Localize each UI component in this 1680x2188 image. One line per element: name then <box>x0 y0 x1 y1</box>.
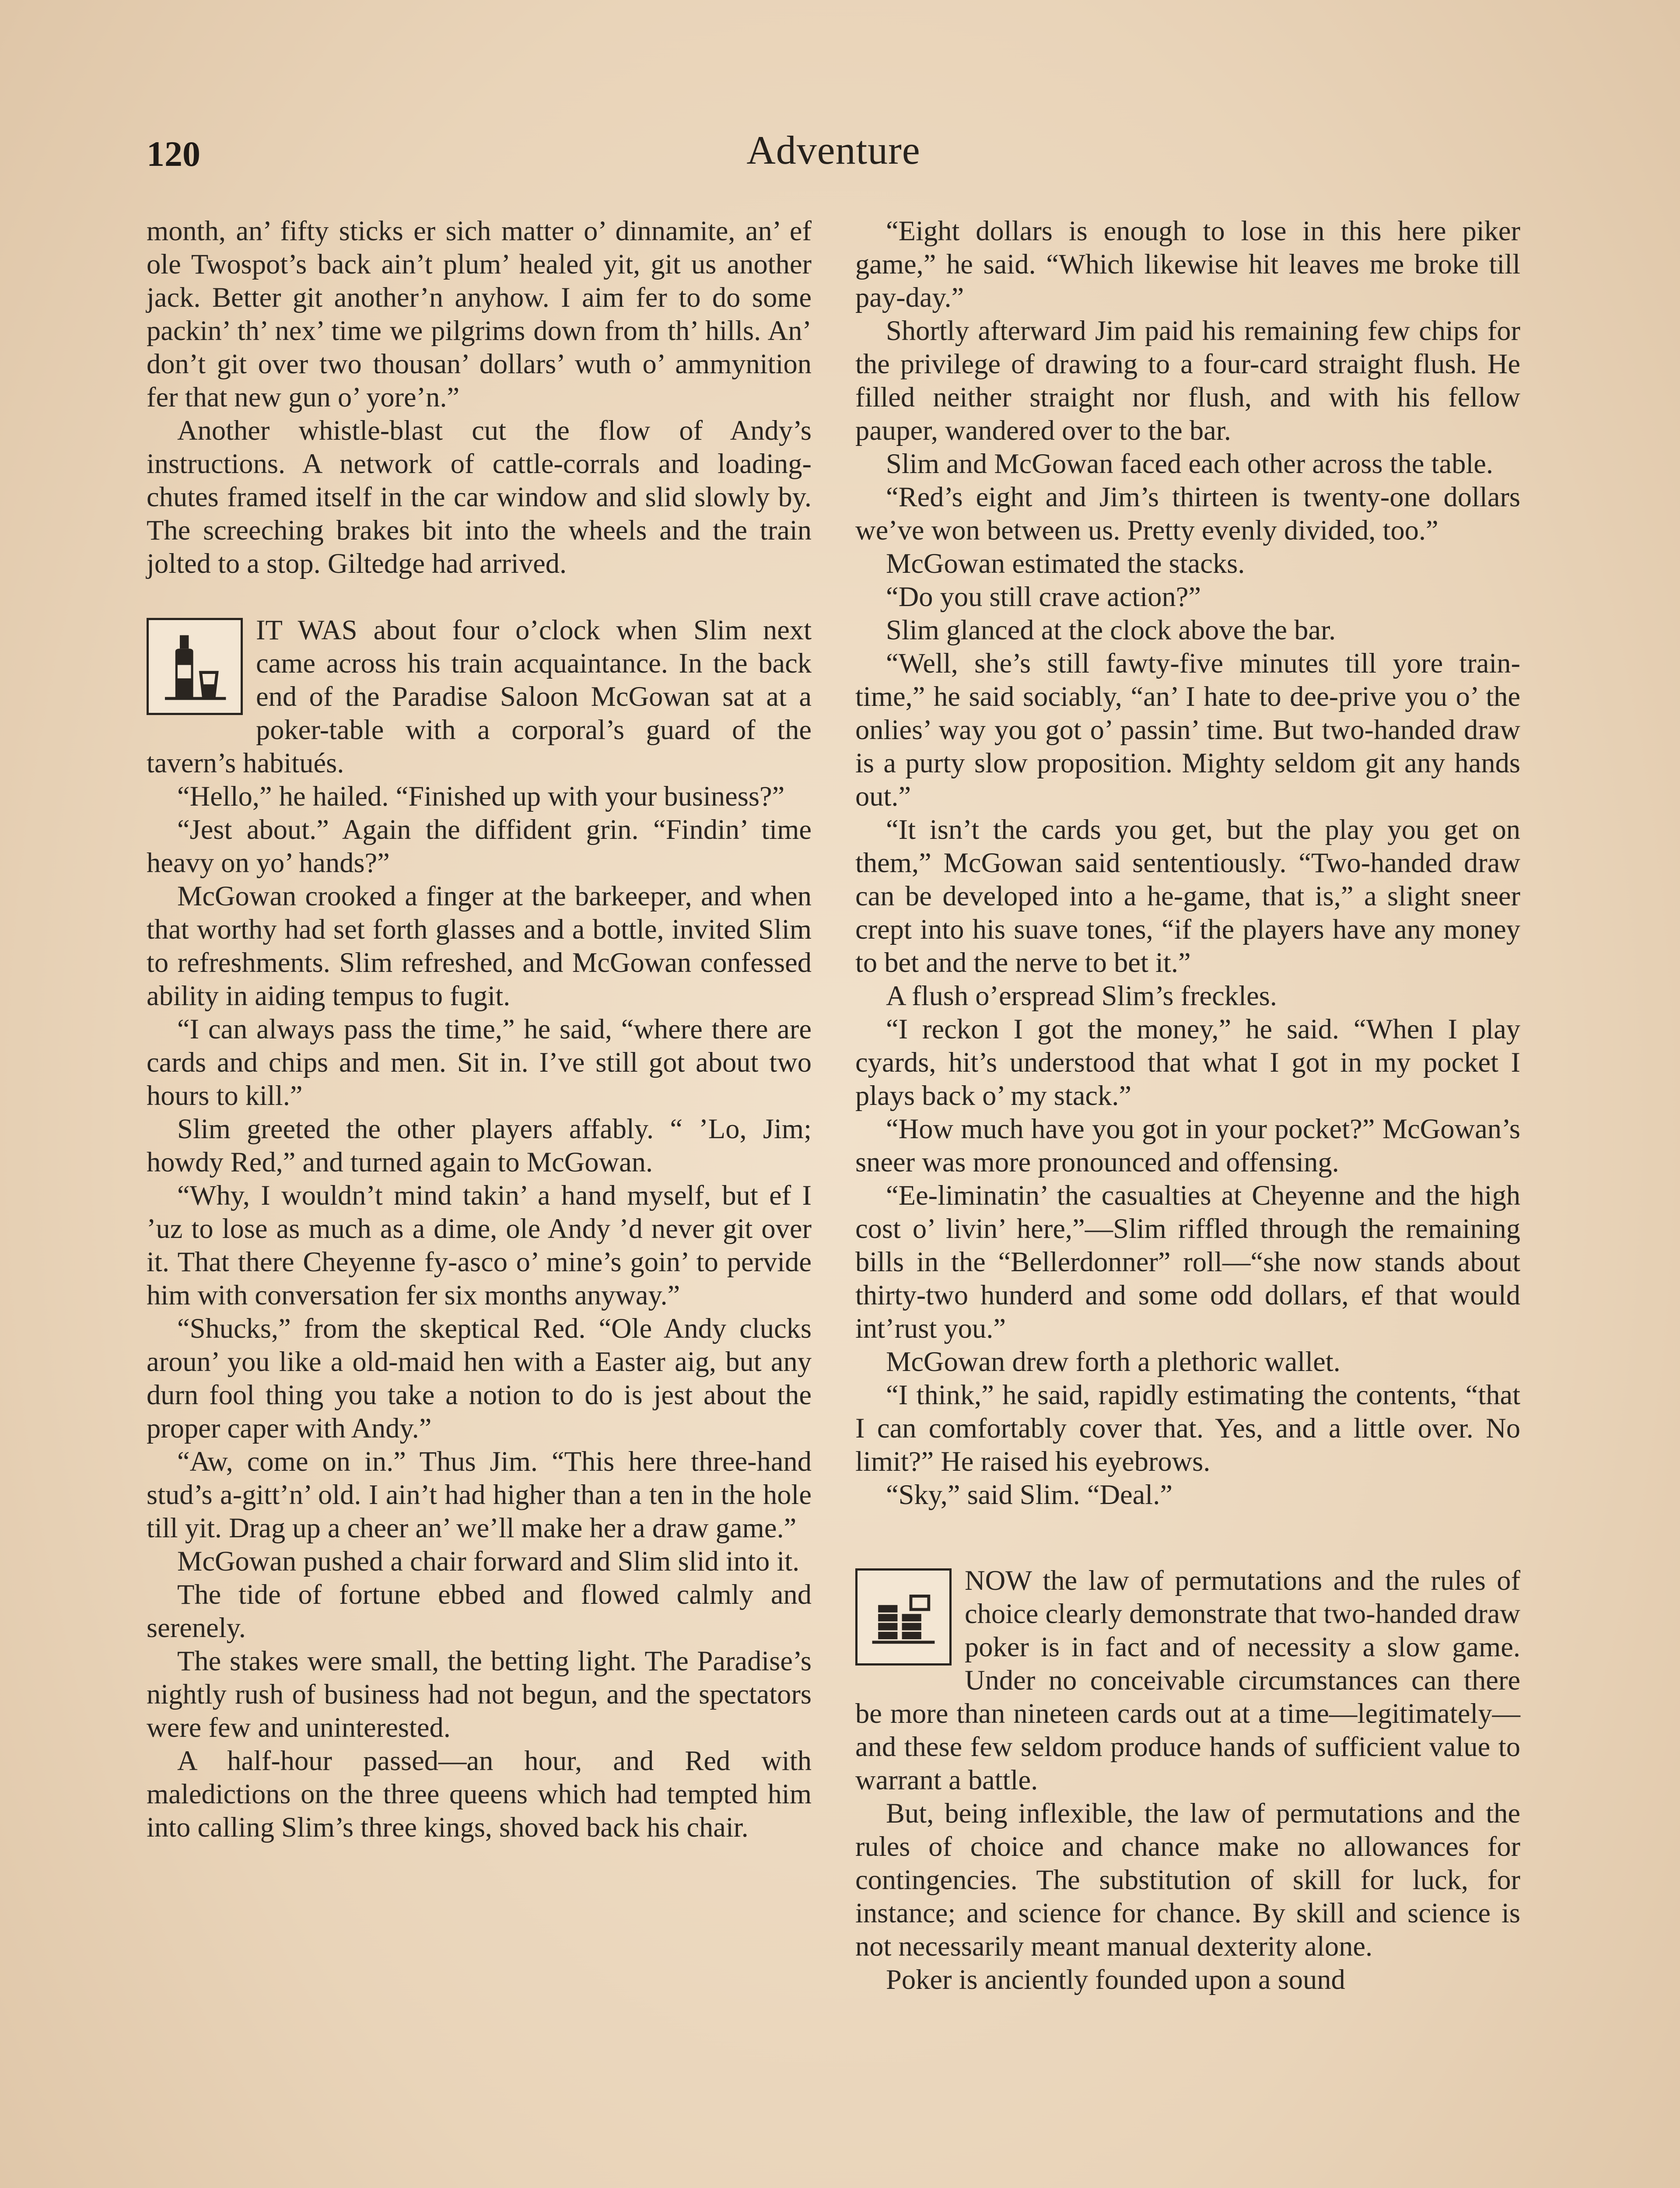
paragraph: The tide of fortune ebbed and flowed calmly and serenely. <box>147 1579 812 1643</box>
paragraph: “Well, she’s still fawty-five minutes till yore train-time,” he said sociably, “an’ I hate to dee-prive you o’ the onlies’ way you got o’ passin’ time. But two-handed draw is a purty slow proposition. Mighty seldom git any hands out.” <box>855 648 1520 812</box>
paragraph: “Aw, come on in.” Thus Jim. “This here three-hand stud’s a-gitt’n’ old. I ain’t had higher than a ten in the hole till yit. Drag up a cheer an’ we’ll make her a draw game.” <box>147 1446 812 1543</box>
paragraph: “I think,” he said, rapidly estimating the contents, “that I can comfortably cover that. Yes, and a little over. No limit?” He raised his eyebrows. <box>855 1379 1520 1477</box>
poker-chips-icon <box>855 1568 952 1666</box>
paragraph: Shortly afterward Jim paid his remaining few chips for the privilege of drawing to a four-card straight flush. He filled neither straight nor flush, and with his fellow pauper, wandered over to the bar. <box>855 315 1520 446</box>
paragraph: McGowan crooked a finger at the barkeeper, and when that worthy had set forth glasses and a bottle, invited Slim to refreshments. Slim refreshed, and McGowan confessed ability in aiding tempus to fugit. <box>147 880 812 1011</box>
paragraph: “Shucks,” from the skeptical Red. “Ole Andy clucks aroun’ you like a old-maid hen with a Easter aig, but any durn fool thing you take a notion to do is jest about the proper caper with Andy.” <box>147 1313 812 1444</box>
paragraph: “It isn’t the cards you get, but the play you get on them,” McGowan said sententiously. “Two-handed draw can be developed into a he-game, that is,” a slight sneer crept into his suave tones, “if the players have any money to bet and the nerve to bet it.” <box>855 814 1520 978</box>
page-number: 120 <box>147 134 200 174</box>
paragraph: “Sky,” said Slim. “Deal.” <box>886 1479 1172 1510</box>
paragraph: IT WAS about four o’clock when Slim next came across his train acquaintance. In the back end of the Paradise Saloon McGowan sat at a poker-table with a corporal’s guard of the tavern’s habitués. <box>147 614 812 778</box>
paragraph: “Hello,” he hailed. “Finished up with your business?” <box>177 781 785 812</box>
section-break <box>855 1564 1520 1797</box>
paragraph: The stakes were small, the betting light. The Paradise’s nightly rush of business had not begun, and the spectators were few and uninterested. <box>147 1645 812 1743</box>
paragraph: Another whistle-blast cut the flow of Andy’s instructions. A network of cattle-corrals and loading-chutes framed itself in the car window and slid slowly by. The screeching brakes bit into the wheels and the train jolted to a stop. Giltedge had arrived. <box>147 415 812 579</box>
paragraph: McGowan estimated the stacks. <box>886 548 1245 579</box>
paragraph: “Jest about.” Again the diffident grin. “Findin’ time heavy on yo’ hands?” <box>147 814 812 878</box>
paragraph: “Why, I wouldn’t mind takin’ a hand myself, but ef I ’uz to lose as much as a dime, ole Andy ’d never git over it. That there Cheyenne fy-asco o’ mine’s goin’ to pervide him with conversation fer six months anyway.” <box>147 1180 812 1311</box>
paragraph: “I reckon I got the money,” he said. “When I play cyards, hit’s understood that what I got in my pocket I plays back o’ my stack.” <box>855 1013 1520 1111</box>
right-column <box>855 214 1520 1996</box>
paragraph: “Do you still crave action?” <box>886 581 1201 612</box>
page-header <box>147 127 1520 193</box>
paragraph: Poker is anciently founded upon a sound <box>886 1964 1345 1995</box>
paragraph: Slim and McGowan faced each other across the table. <box>886 448 1494 479</box>
paragraph: Slim glanced at the clock above the bar. <box>886 614 1336 645</box>
paragraph: month, an’ fifty sticks er sich matter o’ dinnamite, an’ ef ole Twospot’s back ain’t plum’ healed yit, git us another jack. Better git another’n anyhow. I aim fer to do some packin’ th’ nex’ time we pilgrims down from th’ hills. An’ don’t git over two thousan’ dollars’ wuth o’ ammynition fer that new gun o’ yore’n.” <box>147 215 812 413</box>
paragraph: NOW the law of permutations and the rules of choice clearly demonstrate that two-handed draw poker is in fact and of necessity a slow game. Under no conceivable circumstances can there be more than nineteen cards out at a time—legitimately—and these few seldom produce hands of sufficient value to warrant a battle. <box>855 1565 1520 1795</box>
paragraph: “Eight dollars is enough to lose in this here piker game,” he said. “Which likewise hit leaves me broke till pay-day.” <box>855 215 1520 313</box>
section-break <box>147 614 812 780</box>
paragraph: “I can always pass the time,” he said, “where there are cards and chips and men. Sit in. I’ve still got about two hours to kill.” <box>147 1013 812 1111</box>
paragraph: A half-hour passed—an hour, and Red with maledictions on the three queens which had tempted him into calling Slim’s three kings, shoved back his chair. <box>147 1745 812 1843</box>
left-column <box>147 214 812 1844</box>
paragraph: “How much have you got in your pocket?” McGowan’s sneer was more pronounced and offensing. <box>855 1113 1520 1178</box>
paragraph: McGowan drew forth a plethoric wallet. <box>886 1346 1340 1377</box>
paragraph: “Ee-liminatin’ the casualties at Cheyenne and the high cost o’ livin’ here,”—Slim riffled through the remaining bills in the “Bellerdonner” roll—“she now stands about thirty-two hunderd and some odd dollars, ef that would int’rust you.” <box>855 1180 1520 1344</box>
paragraph: “Red’s eight and Jim’s thirteen is twenty-one dollars we’ve won between us. Pretty evenly divided, too.” <box>855 481 1520 546</box>
paragraph: Slim greeted the other players affably. “ ’Lo, Jim; howdy Red,” and turned again to McGowan. <box>147 1113 812 1178</box>
running-title: Adventure <box>746 128 920 172</box>
paragraph: But, being inflexible, the law of permutations and the rules of choice and chance make no allowances for contingencies. The substitution of skill for luck, for instance; and science for chance. By skill and science is not necessarily meant manual dexterity alone. <box>855 1798 1520 1962</box>
bottle-and-glass-icon <box>147 618 243 715</box>
paragraph: A flush o’erspread Slim’s freckles. <box>886 980 1277 1011</box>
paragraph: McGowan pushed a chair forward and Slim slid into it. <box>177 1546 800 1577</box>
